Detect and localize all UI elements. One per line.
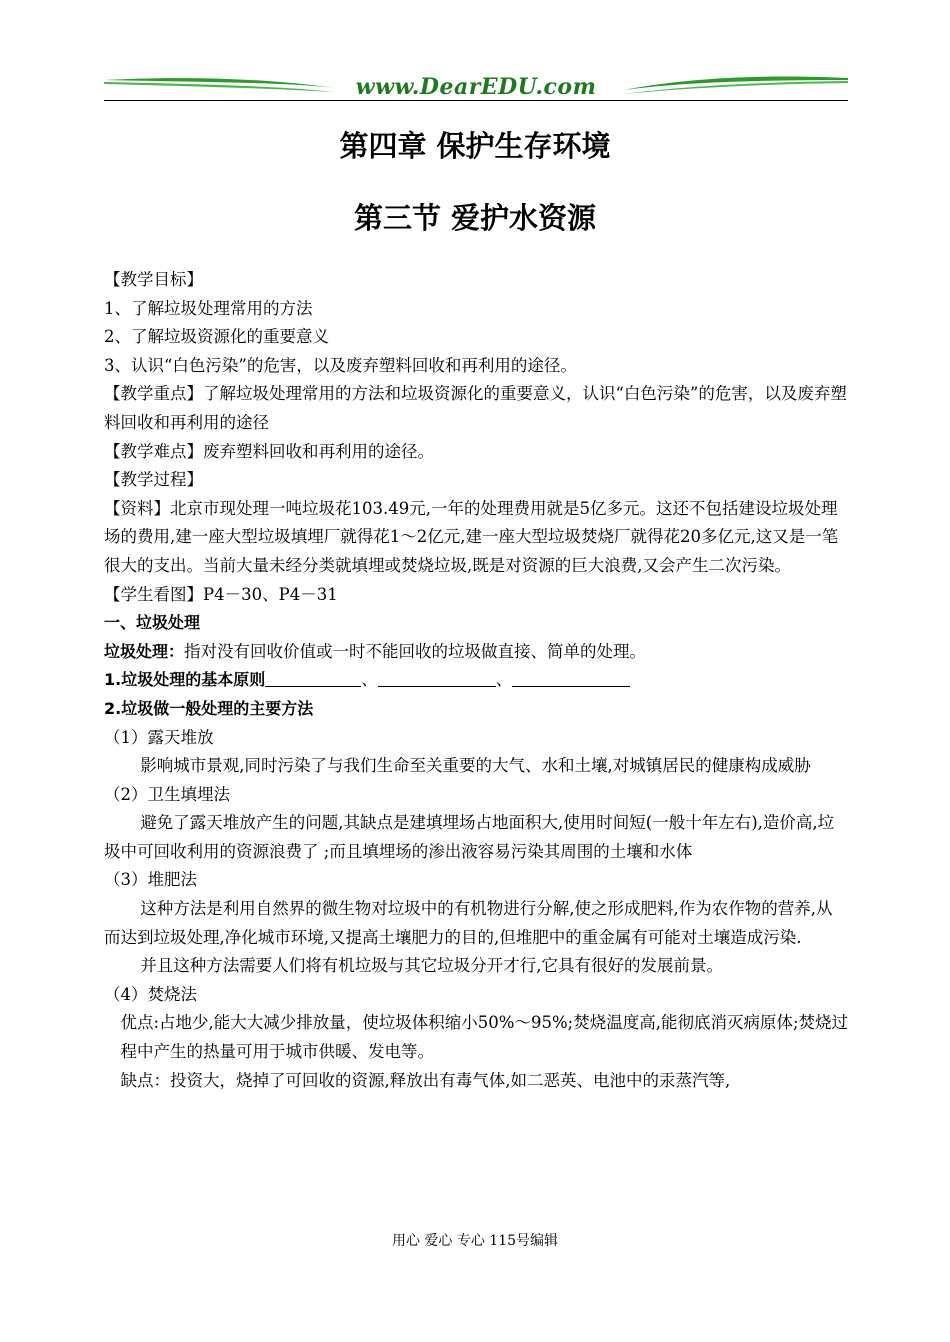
principle-label: 1.垃圾处理的基本原则: [104, 670, 266, 690]
goals-heading: 【教学目标】: [104, 270, 203, 289]
method-advantages: 优点:占地少,能大大减少排放量，使垃圾体积缩小50%～95%;焚烧温度高,能彻底消灭病原体;焚烧过程中产生的热量可用于城市供暖、发电等。: [120, 1013, 849, 1062]
fill-blank: [512, 668, 630, 687]
blank-separator: 、: [361, 670, 378, 690]
section-heading: 一、垃圾处理: [104, 613, 201, 633]
method-heading: （1）露天堆放: [104, 727, 214, 747]
difficulty: 【教学难点】废弃塑料回收和再利用的途径。: [104, 441, 434, 461]
method-text: 这种方法是利用自然界的微生物对垃圾中的有机物进行分解,使之形成肥料,作为农作物的营养,从而达到垃圾处理,净化城市环境,又提高土壤肥力的目的,但堆肥中的重金属有可能对土壤造成污染.: [104, 899, 833, 947]
process-heading: 【教学过程】: [104, 470, 203, 490]
section-title: 第三节 爱护水资源: [353, 201, 597, 235]
brand-logo-text[interactable]: www.DearEDU.com: [355, 74, 597, 100]
page-footer: 用心 爱心 专心 115号编辑: [391, 1233, 559, 1249]
header-banner: [104, 70, 848, 104]
methods-heading: 2.垃圾做一般处理的主要方法: [104, 698, 314, 718]
figure-reference: 【学生看图】P4－30、P4－31: [104, 584, 338, 604]
document-body: [104, 266, 848, 1095]
method-text: 影响城市景观,同时污染了与我们生命至关重要的大气、水和土壤,对城镇居民的健康构成威胁: [140, 756, 811, 776]
goal-item: 3、认识“白色污染”的危害，以及废弃塑料回收和再利用的途径。: [104, 355, 577, 375]
fill-blank: [378, 668, 496, 687]
principle-line: [104, 666, 848, 695]
material-paragraph: 【资料】北京市现处理一吨垃圾花103.49元,一年的处理费用就是5亿多元。这还不包括建设垃圾处理场的费用,建一座大型垃圾填埋厂就得花1～2亿元,建一座大型垃圾焚烧厂就得花20多亿元,这又是一笔很大的支出。当前大量未经分类就填埋或焚烧垃圾,既是对资源的巨大浪费,又会产生二次污染。: [104, 498, 839, 575]
method-heading: （4）焚烧法: [104, 984, 197, 1004]
blank-separator: 、: [495, 670, 513, 690]
method-heading: （3）堆肥法: [104, 870, 197, 890]
method-text: 并且这种方法需要人们将有机垃圾与其它垃圾分开才行,它具有很好的发展前景。: [140, 956, 724, 976]
definition-text: 指对没有回收价值或一时不能回收的垃圾做直接、简单的处理。: [184, 641, 647, 661]
goal-item: 1、了解垃圾处理常用的方法: [104, 298, 313, 318]
header-rule: [104, 100, 848, 101]
method-heading: （2）卫生填埋法: [104, 784, 230, 804]
definition: [104, 638, 848, 667]
method-text: 避免了露天堆放产生的问题,其缺点是建填埋场占地面积大,使用时间短(一般十年左右),造价高,垃圾中可回收利用的资源浪费了 ;而且填埋场的渗出液容易污染其周围的土壤和水体: [104, 813, 835, 861]
definition-label: 垃圾处理：: [104, 641, 185, 661]
method-disadvantages: 缺点：投资大，烧掉了可回收的资源,释放出有毒气体,如二恶英、电池中的汞蒸汽等,: [120, 1070, 731, 1090]
key-point: 【教学重点】了解垃圾处理常用的方法和垃圾资源化的重要意义，认识“白色污染”的危害，以及废弃塑料回收和再利用的途径: [104, 384, 847, 432]
chapter-title: 第四章 保护生存环境: [339, 129, 611, 163]
goal-item: 2、了解垃圾资源化的重要意义: [104, 327, 329, 347]
fill-blank: [265, 668, 361, 687]
